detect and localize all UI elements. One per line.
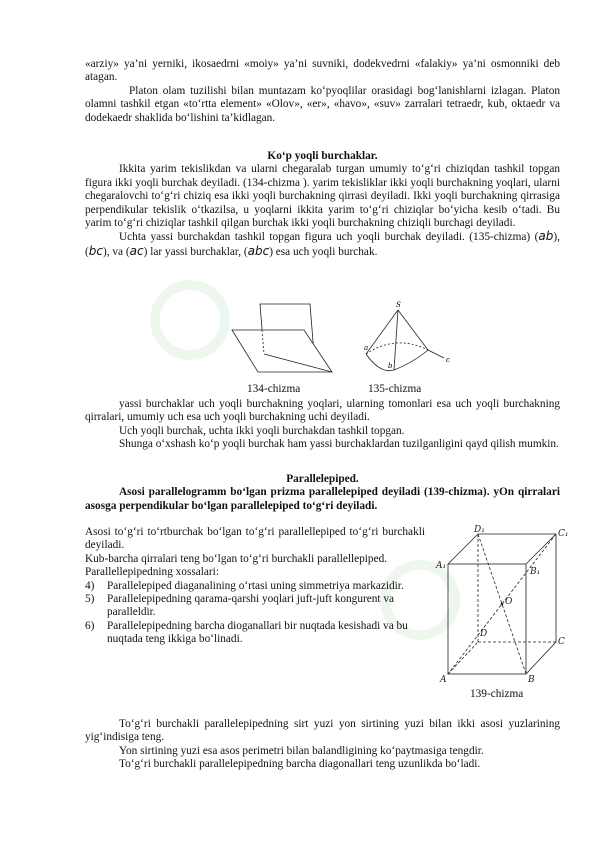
trihedral-composition-paragraph: Uch yoqli burchak, uchta ikki yoqli burchakdan tashkil topgan. [119,424,405,437]
figure-134-dihedral-angle [228,300,338,378]
edge-sc [398,310,428,350]
figure-135-trihedral-angle [358,298,458,380]
intro-paragraph-1: «arziy» ya’ni yerniki, ikosaedrni «moiy» ya’ni suvniki, dodekvedrni «falakiy» ya’ni osmonniki deb atagan. [85,58,560,84]
label-b: B [528,675,535,684]
edge-a1d1 [448,534,478,564]
edge-bc [526,642,556,674]
intro-paragraph-2: Platon olam tuzilishi bilan muntazam ko‘pyoqlilar orasidagi bog‘lanishlarni izlagan. Platon olamni tashkil etgan «to‘rtta element» «Olov», «er», «havo», «suv» zarralari tetraedr, kub, oktaedr va dodekaedr shaklida bo‘lishini ta’kidlagan. [85,84,560,124]
figure-139-parallelepiped [434,524,574,684]
section-polyhedral-angles [85,150,560,259]
half-plane-horizontal [232,330,332,372]
hidden-edge-ad [448,642,478,674]
polyhedral-note-paragraph: Shunga o‘xshash ko‘p yoqli burchak ham yassi burchaklardan tuzilganligini qayd qilish mumkin. [119,438,559,451]
base-arc-front [366,350,428,371]
label-a: A [440,675,447,684]
label-c1: C₁ [558,529,569,539]
section-heading: Ko‘p yoqli burchaklar. [267,150,378,162]
edge-b1c1 [526,534,556,564]
trihedral-paragraph: Uchta yassi burchakdan tashkil topgan figura uch yoqli burchak deyiladi. (135-chizma) (ab), (bc), va (ac) lar yassi burchaklar, (abc) esa uch yoqli burchak. [85,229,560,258]
figure-134-caption: 134-chizma [247,383,301,395]
properties-title: Parallellepipedning xossalari: [85,566,219,579]
edge-c-extension [428,350,444,358]
lateral-area-paragraph: Yon sirtining yuzi esa asos perimetri bilan balandligining ko‘paytmasiga tengdir. [119,744,484,757]
label-c: C [558,637,565,647]
properties-list [85,580,425,647]
edge-sb [394,310,398,370]
label-a: a [364,344,369,352]
parallelepiped-properties [85,526,425,647]
list-item: 6) Parallelepipedning barcha dioganallari bir nuqtada kesishadi va bu nuqtada teng ikkiga bo‘linadi. [85,619,408,646]
edge-sa [366,310,398,354]
label-d: D [480,629,488,639]
list-item: 5) Parallelepipedning qarama-qarshi yoqlari juft-juft kongurent va paralleldir. [85,593,395,619]
center-point [501,603,504,606]
list-item: 4) Parallelepiped diaganalining o‘rtasi uning simmetriya markazidir. [85,579,404,592]
label-o: O [505,597,513,607]
section-parallelepiped-surface [85,718,560,772]
label-d1: D₁ [474,525,485,535]
faces-paragraph: yassi burchaklar uch yoqli burchakning yoqlari, ularning tomonlari esa uch yoqli burchakning qirralari, umumiy uch esa uch yoqli burchakning uchi deyiladi. [85,398,560,424]
surface-area-paragraph: To‘g‘ri burchakli parallelepipedning sirt yuzi yon sirtining yuzi bilan ikki asosi yuzlarining yig‘indisiga teng. [85,718,560,744]
section-polyhedral-angles-continued [85,398,560,452]
figure-139-caption: 139-chizma [470,688,524,700]
front-face [448,564,526,674]
definition-paragraph: Asosi parallelogramm bo‘lgan prizma parallelepiped deyiladi (139-chizma). yOn qirralari asosga perpendikular bo‘lgan parallelepiped to‘g‘ri deyiladi. [85,486,560,512]
cube-paragraph: Kub-barcha qirralari teng bo‘lgan to‘g‘ri burchakli parallellepiped. [85,552,388,565]
base-arc-back [366,343,428,354]
label-c: c [446,356,450,364]
figure-135-caption: 135-chizma [368,383,422,395]
label-a1: A₁ [436,561,447,571]
label-s: S [396,301,401,309]
rectangular-paragraph: Asosi to‘g‘ri to‘rtburchak bo‘lgan to‘g‘ri parallellepiped to‘g‘ri burchakli deyiladi. [85,526,425,552]
dihedral-paragraph: Ikkita yarim tekislikdan va ularni chegaralab turgan umumiy to‘g‘ri chiziqdan tashkil topgan figura ikki yoqli burchak deyiladi. (134-chizma ). yarim tekisliklar ikki yoqli burchakning yoqlari, ularni chegaralovchi to‘g‘ri chiziq esa ikki yoqli burchakning qirrasi deyiladi. Ikki yoqli burchakning qirrasiga perpendikular tekislik o‘tkazilsa, u yoqlarni ikkita yarim to‘g‘ri chiziqlar bo‘yicha kesib o‘tadi. Bu yarim to‘g‘ri chiziqlar tashkil qilgan burchak ikki yoqli burchakning chiziqli burchagi deyiladi. [85,163,560,230]
label-b1: B₁ [530,567,541,577]
diagonals-paragraph: To‘g‘ri burchakli parallelepipedning barcha diagonallari teng uzunlikda bo‘ladi. [119,758,481,771]
section-parallelepiped [85,473,560,513]
section-heading: Parallelepiped. [286,473,359,485]
label-b: b [388,362,393,370]
intro-block [85,58,560,125]
